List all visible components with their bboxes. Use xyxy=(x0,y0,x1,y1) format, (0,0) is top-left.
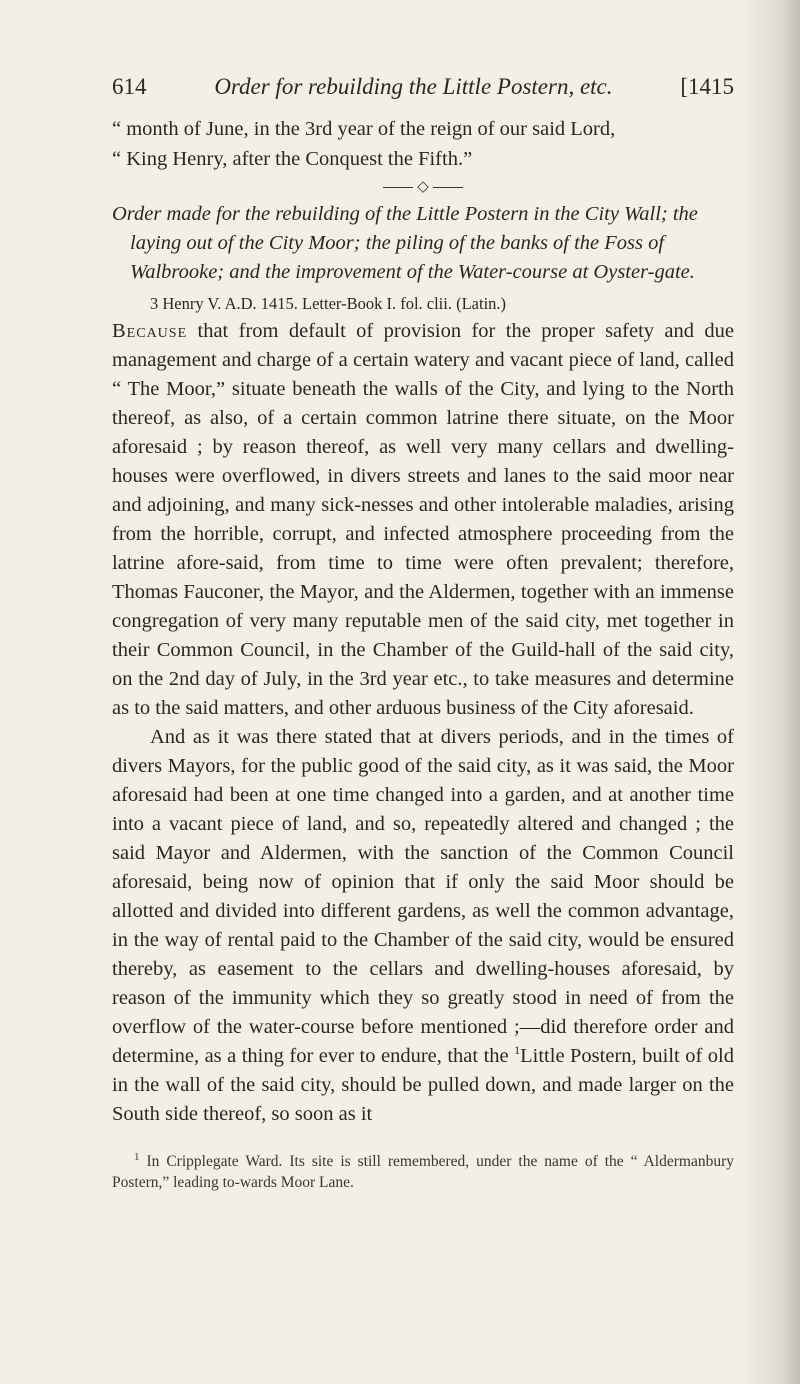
footnote-text: In Cripplegate Ward. Its site is still remembered, under the name of the “ Aldermanbury Postern,” leading to-wards Moor Lane. xyxy=(112,1153,735,1191)
book-page xyxy=(112,74,734,1209)
quote-line-1: “ month of June, in the 3rd year of the reign of our said Lord, xyxy=(112,118,616,140)
paragraph-1-lead: Because xyxy=(112,320,188,342)
quote-line-2: “ King Henry, after the Conquest the Fifth.” xyxy=(112,148,473,170)
section-divider xyxy=(112,176,734,198)
footnote xyxy=(112,1151,734,1193)
divider-rule-left xyxy=(383,187,413,188)
entry-source: 3 Henry V. A.D. 1415. Letter-Book I. fol. clii. (Latin.) xyxy=(150,294,507,313)
paragraph-1-text: that from default of provision for the proper safety and due management and charge of a certain watery and vacant piece of land, called “ The Moor,” situate beneath the walls of the City, and lying to the North thereof, as also, of a certain common latrine there situate, on the Moor aforesaid ; by reason thereof, as well very many cellars and dwelling-houses were overflowed, in divers streets and lanes to the said moor near and adjoining, and many sick-nesses and other intolerable maladies, arising from the horrible, corrupt, and infected atmosphere proceeding from the latrine afore-said, from time to time were often prevalent; therefore, Thomas Fauconer, the Mayor, and the Aldermen, together with an immense congregation of very many reputable men of the said city, met together in their Common Council, in the Chamber of the Guild-hall of the said city, on the 2nd day of July, in the 3rd year etc., to take measures and determine as to the said matters, and other arduous business of the City aforesaid. xyxy=(112,320,734,719)
footnote-number: 1 xyxy=(134,1150,140,1163)
diamond-icon: ◇ xyxy=(417,179,429,195)
paragraph-1 xyxy=(112,317,734,723)
paragraph-2-text-a: And as it was there stated that at divers periods, and in the times of divers Mayors, for the public good of the said city, as it was said, the Moor aforesaid had been at one time changed into a garden, and at another time into a vacant piece of land, and so, repeatedly altered and changed ; the said Mayor and Aldermen, with the sanction of the Common Council aforesaid, being now of opinion that if only the said Moor should be allotted and divided into different gardens, as well the common advantage, in the way of rental paid to the Chamber of the said city, would be ensured thereby, as easement to the cellars and dwelling-houses aforesaid, by reason of the immunity which they so greatly stood in need of from the overflow of the water-course before mentioned ;—did therefore order and determine, as a thing for ever to endure, that the xyxy=(112,726,734,1067)
running-year: [1415 xyxy=(680,74,734,99)
paragraph-2-text-b: Little Postern, built of old in the wall of the said city, should be pulled down, and made larger on the South side thereof, so soon as it xyxy=(112,1045,734,1125)
page-edge-shadow xyxy=(740,0,800,1384)
running-title: Order for rebuilding the Little Postern, etc. xyxy=(214,74,613,99)
divider-rule-right xyxy=(433,187,463,188)
entry-heading: Order made for the rebuilding of the Little Postern in the City Wall; the laying out of the City Moor; the piling of the banks of the Foss of Walbrooke; and the improvement of the Water-course at Oyster-gate. xyxy=(112,203,698,283)
footnote-ref[interactable]: 1 xyxy=(514,1043,521,1058)
paragraph-2 xyxy=(112,723,734,1129)
running-head xyxy=(112,74,734,100)
page-number: 614 xyxy=(112,74,147,99)
